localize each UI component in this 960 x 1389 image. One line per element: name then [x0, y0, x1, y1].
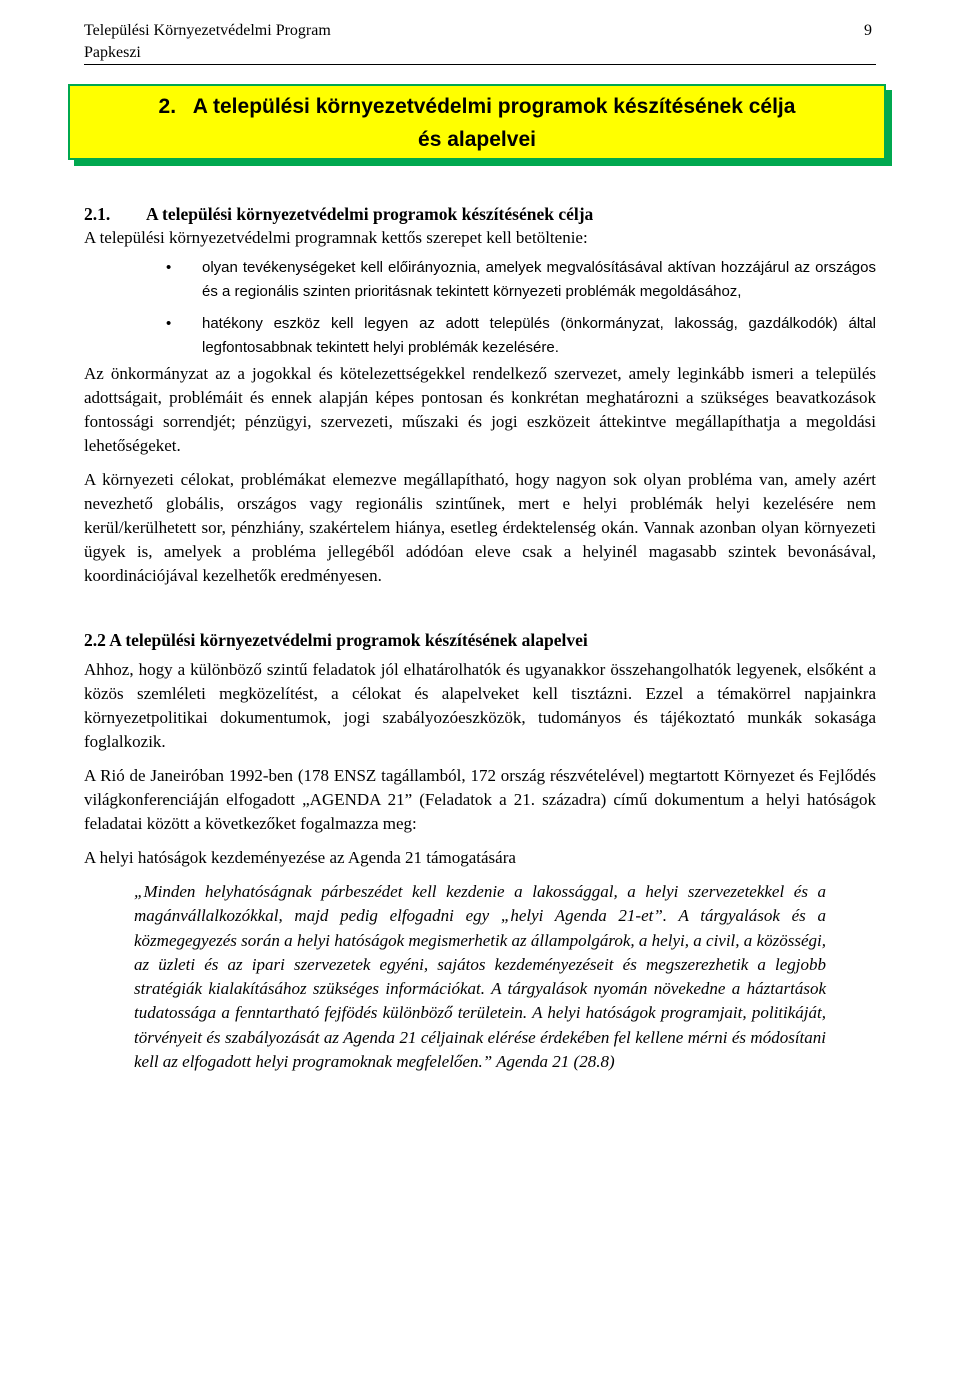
page-number: 9: [864, 22, 872, 39]
paragraph: A Rió de Janeiróban 1992-ben (178 ENSZ tagállamból, 172 ország részvételével) megtartott Környezet és Fejlődés világkonferenciáján elfogadott „AGENDA 21” (Feladatok a 21. századra) című dokumentum a helyi hatóságok feladatai között a következőket fogalmazza meg:: [84, 766, 876, 833]
list-item-text: hatékony eszköz kell legyen az adott település (önkormányzat, lakosság, gazdálkodók) által legfontosabbnak tekintett helyi problémák kezelésére.: [202, 315, 876, 356]
bullet-icon: •: [166, 315, 172, 332]
list-item-text: olyan tevékenységeket kell előirányoznia, amelyek megvalósításával aktívan hozzájárul az országos és a regionális szinten prioritásnak tekintett környezeti problémák megoldásához,: [202, 259, 876, 300]
section-2-1-intro: A települési környezetvédelmi programnak kettős szerepet kell betöltenie:: [84, 228, 588, 247]
chapter-heading-line1: 2. A települési környezetvédelmi programok készítésének célja: [158, 95, 796, 118]
header-title: Települési Környezetvédelmi Program: [84, 22, 331, 39]
chapter-heading-line2: és alapelvei: [418, 128, 536, 151]
page-content: [84, 202, 876, 1074]
paragraph: Az önkormányzat az a jogokkal és kötelezettségekkel rendelkező szervezet, amely leginkább ismeri a település adottságait, problémáit és ennek alapján képes pontosan és konkrétan meghatározni a szükséges beavatkozások fontossági sorrendjét; pénzügyi, szervezeti, műszaki és jogi eszközeit áttekintve megállapíthatja a megoldási lehetőségeket.: [84, 364, 876, 455]
paragraph: A környezeti célokat, problémákat elemezve megállapítható, hogy nagyon sok olyan probléma van, amely azért nevezhető globális, országos vagy regionális szintűnek, mert e helyi problémák helyi kezelésére nem kerül/kerülhetett sor, pénzhiány, szakértelem hiánya, esetleg érdektelenség okán. Vannak azonban olyan környezeti ügyek is, amelyek a probléma jellegéből adódóan eleve csak a helyinél magasabb szintek bevonásával, koordinációjával kezelhetők eredményesen.: [84, 470, 876, 585]
list-item: [84, 312, 876, 360]
bullet-icon: •: [166, 259, 172, 276]
agenda-quote: „Minden helyhatóságnak párbeszédet kell kezdenie a lakossággal, a helyi szervezetekkel és a magánvállalkozókkal, majd pedig elfogadni egy „helyi Agenda 21-et”. A tárgyalások és a közmegegyezés során a helyi hatóságok megismerhetik az állampolgárok, a helyi, a civil, a közösségi, az üzleti és az ipari szervezetek egyéni, sajátos kezdeményezéseit és megszerezhetik a legjobb stratégiák kialakításához szükséges információkat. A tárgyalások nyomán növekedne a háztartások tudatossága a fenntartható fejfödés különböző területein. A helyi hatóságok programjait, politikáját, törvényeit és szabályozását az Agenda 21 céljainak elérése érdekében fel kellene mérni és módosítani kell az elfogadott helyi programoknak megfelelően.” Agenda 21 (28.8): [134, 882, 826, 1072]
paragraph: Ahhoz, hogy a különböző szintű feladatok jól elhatárolhatók és ugyanakkor összehangolhatók legyenek, elsőként a közös szemléleti megközelítést, a célokat és alapelveket kell tisztázni. Ezzel a témakörrel napjainkra környezetpolitikai dokumentumok, jogi szabályozóeszközök, tudományos és tájékoztató munkák sokasága foglalkozik.: [84, 660, 876, 751]
section-2-1-heading: [84, 202, 876, 226]
chapter-heading-box: [68, 84, 886, 160]
page-header: [84, 20, 876, 64]
section-2-2-heading: 2.2 A települési környezetvédelmi programok készítésének alapelvei: [84, 630, 588, 650]
paragraph: A helyi hatóságok kezdeményezése az Agenda 21 támogatására: [84, 848, 516, 867]
section-2-1-title: A települési környezetvédelmi programok készítésének célja: [146, 204, 594, 224]
bullet-list: [84, 256, 876, 360]
header-divider: [84, 64, 876, 65]
header-subtitle: Papkeszi: [84, 44, 141, 61]
list-item: [84, 256, 876, 304]
section-2-1-number: 2.1.: [84, 204, 111, 224]
